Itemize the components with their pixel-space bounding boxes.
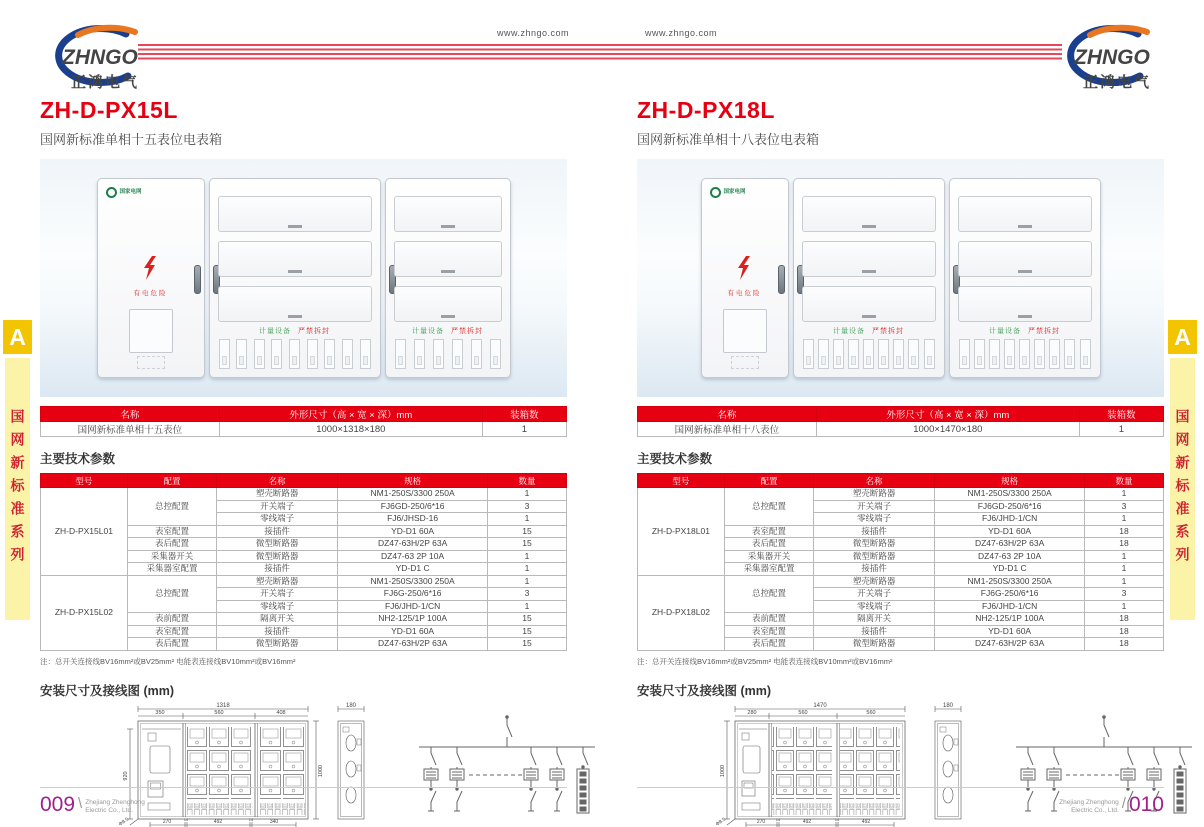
qty-cell: 1: [488, 600, 567, 613]
seal-red-text: 严禁拆封: [871, 328, 904, 335]
dim-b5: 492: [861, 818, 871, 825]
spec-cell: DZ47-63H/2P 63A: [935, 638, 1085, 651]
meter-window: [218, 286, 372, 322]
dim-b1: 270: [756, 818, 766, 825]
company-line1: Zhejiang Zhenghong: [1059, 799, 1119, 806]
meter-slot: [974, 339, 985, 369]
page-footer-left: [40, 787, 567, 815]
company-name: [1059, 799, 1119, 815]
zhngo-logo-icon: [38, 22, 153, 100]
meter-slot: [342, 339, 353, 369]
spec-cell: YD-D1 C: [338, 563, 488, 576]
meter-window: [958, 286, 1092, 322]
spec-cell: NM1-250S/3300 250A: [338, 575, 488, 588]
qty-cell: 15: [488, 638, 567, 651]
meter-slot: [236, 339, 247, 369]
param-row: [638, 575, 1164, 588]
company-line2: Electric Co., Ltd.: [1071, 806, 1119, 814]
config-cell: 表前配置: [127, 613, 216, 626]
config-cell: 表后配置: [724, 638, 813, 651]
qty-cell: 18: [1085, 625, 1164, 638]
qty-cell: 1: [1085, 488, 1164, 501]
name-cell: 隔离开关: [217, 613, 338, 626]
seal-red-text: 严禁拆封: [297, 328, 330, 335]
spec-cell: FJ6GD-250/6*16: [338, 500, 488, 513]
brand-logo-right: [1050, 22, 1165, 100]
dim-b2: 14: [775, 816, 781, 822]
params-heading: 主要技术参数: [40, 452, 116, 466]
size-table: [40, 406, 567, 437]
size-qty: 1: [1079, 422, 1163, 437]
meter-window: [802, 196, 936, 232]
spec-cell: NM1-250S/3300 250A: [338, 488, 488, 501]
name-cell: 接插件: [217, 563, 338, 576]
state-grid-label: 国家电网: [723, 189, 746, 196]
meter-slot: [848, 339, 859, 369]
dim-sec1: 350: [155, 709, 165, 716]
size-name: 国网新标准单相十五表位: [41, 422, 220, 437]
danger-label: 有电危险: [727, 290, 762, 297]
meter-slot: [414, 339, 425, 369]
company-line2: Electric Co., Ltd.: [85, 806, 133, 814]
name-cell: 微型断路器: [217, 538, 338, 551]
name-cell: 零线端子: [814, 600, 935, 613]
page-number: 009: [40, 793, 76, 816]
meter-slot: [959, 339, 970, 369]
meter-slot: [490, 339, 501, 369]
spec-cell: YD-D1 60A: [935, 625, 1085, 638]
wiring-note: 注：总开关连接线BV16mm²或BV25mm² 电能表连接线BV10mm²或BV16mm²: [40, 656, 296, 666]
qty-cell: 1: [1085, 575, 1164, 588]
meter-slot: [818, 339, 829, 369]
section-tab-series-left: 国网新标准系列: [5, 358, 30, 620]
state-grid-icon: [710, 187, 721, 198]
config-cell: 表室配置: [724, 625, 813, 638]
qty-cell: 3: [1085, 500, 1164, 513]
dim-depth: 180: [942, 702, 954, 709]
name-cell: 微型断路器: [814, 550, 935, 563]
meter-box-door: [97, 178, 205, 378]
col-spec: 规格: [935, 474, 1085, 488]
config-cell: 表室配置: [127, 525, 216, 538]
seal-red-text: 严禁拆封: [450, 328, 483, 335]
spec-cell: DZ47-63H/2P 63A: [338, 638, 488, 651]
dim-hole: Φ8.5: [714, 815, 728, 827]
qty-cell: 1: [1085, 513, 1164, 526]
dim-b5: 340: [269, 818, 279, 825]
size-col-qty: 装箱数: [1079, 407, 1163, 422]
name-cell: 零线端子: [217, 600, 338, 613]
size-col-name: 名称: [638, 407, 817, 422]
meter-slot: [1049, 339, 1060, 369]
product-photo-panel: [40, 159, 567, 397]
spec-cell: FJ6/JHD-1/CN: [935, 600, 1085, 613]
spec-cell: YD-D1 C: [935, 563, 1085, 576]
page-number: 010: [1128, 793, 1164, 816]
name-cell: 接插件: [217, 625, 338, 638]
size-row: [638, 422, 1164, 437]
dim-box-height: 1000: [318, 764, 324, 777]
meter-box-illustration: [701, 178, 1101, 378]
config-cell: 总控配置: [724, 488, 813, 526]
size-row: [41, 422, 567, 437]
meter-slot: [893, 339, 904, 369]
qty-cell: 1: [1085, 563, 1164, 576]
name-cell: 开关端子: [217, 588, 338, 601]
website-url-right: www.zhngo.com: [645, 28, 718, 38]
meter-box-door: [701, 178, 789, 378]
seal-green-text: 计量设备: [989, 328, 1022, 335]
meter-box-illustration: [97, 178, 511, 378]
dim-sec3: 560: [866, 709, 876, 716]
qty-cell: 18: [1085, 638, 1164, 651]
params-table: [40, 473, 567, 651]
meter-slot: [878, 339, 889, 369]
state-grid-label: 国家电网: [119, 189, 142, 196]
col-name: 名称: [217, 474, 338, 488]
dim-door-height: 1000: [720, 764, 726, 777]
size-name: 国网新标准单相十八表位: [638, 422, 817, 437]
product-subtitle: 国网新标准单相十八表位电表箱: [637, 132, 820, 147]
config-cell: 总控配置: [127, 575, 216, 613]
state-grid-logo: [710, 187, 780, 198]
logo-text: ZHNGO: [62, 46, 138, 69]
dim-depth: 180: [345, 702, 357, 709]
meter-window: [802, 241, 936, 277]
config-cell: 表前配置: [724, 613, 813, 626]
meter-window: [218, 196, 372, 232]
product-photo-panel: [637, 159, 1164, 397]
dim-b1: 270: [162, 818, 172, 825]
size-table: [637, 406, 1164, 437]
spec-cell: YD-D1 60A: [338, 525, 488, 538]
section-tab-letter-right: A: [1168, 320, 1197, 354]
header-stripes: [138, 44, 1062, 61]
meter-window: [802, 286, 936, 322]
meter-slot: [254, 339, 265, 369]
config-cell: 表室配置: [724, 525, 813, 538]
door-nameplate: [731, 356, 759, 369]
spec-cell: DZ47-63 2P 10A: [935, 550, 1085, 563]
model-cell: ZH-D-PX15L01: [41, 488, 128, 576]
logo-text: ZHNGO: [1074, 46, 1150, 69]
qty-cell: 3: [488, 500, 567, 513]
meter-window: [394, 196, 502, 232]
dim-sec3: 408: [276, 709, 286, 716]
company-line1: Zhejiang Zhenghong: [85, 799, 145, 806]
product-subtitle: 国网新标准单相十五表位电表箱: [40, 132, 223, 147]
meter-slot: [924, 339, 935, 369]
door-window: [723, 309, 767, 353]
door-handle: [194, 265, 201, 294]
name-cell: 微型断路器: [814, 538, 935, 551]
config-cell: 采集器开关: [127, 550, 216, 563]
page-px15l: [40, 97, 567, 827]
qty-cell: 1: [488, 563, 567, 576]
qty-cell: 15: [488, 613, 567, 626]
params-heading: 主要技术参数: [637, 452, 713, 466]
name-cell: 接插件: [814, 525, 935, 538]
dim-hole: Φ8.5: [117, 815, 131, 827]
door-nameplate: [137, 356, 165, 369]
meter-slot: [1034, 339, 1045, 369]
qty-cell: 18: [1085, 613, 1164, 626]
name-cell: 塑壳断路器: [217, 488, 338, 501]
seal-label: [958, 326, 1092, 336]
meter-slot: [833, 339, 844, 369]
product-title: ZH-D-PX18L: [637, 97, 775, 123]
spec-cell: DZ47-63H/2P 63A: [338, 538, 488, 551]
meter-slot: [395, 339, 406, 369]
name-cell: 微型断路器: [814, 638, 935, 651]
config-cell: 总控配置: [127, 488, 216, 526]
product-title: ZH-D-PX15L: [40, 97, 178, 123]
config-cell: 采集器室配置: [127, 563, 216, 576]
breaker-slot-row: [958, 339, 1092, 369]
config-cell: 表后配置: [724, 538, 813, 551]
meter-slot: [471, 339, 482, 369]
install-heading: 安装尺寸及接线图 (mm): [637, 683, 772, 698]
meter-panel-right: [385, 178, 511, 378]
qty-cell: 3: [1085, 588, 1164, 601]
spec-cell: FJ6/JHD-1/CN: [338, 600, 488, 613]
meter-slot: [803, 339, 814, 369]
lightning-icon: [710, 256, 780, 285]
name-cell: 塑壳断路器: [814, 488, 935, 501]
config-cell: 总控配置: [724, 575, 813, 613]
model-cell: ZH-D-PX18L01: [638, 488, 725, 576]
name-cell: 接插件: [814, 563, 935, 576]
col-spec: 规格: [338, 474, 488, 488]
model-cell: ZH-D-PX15L02: [41, 575, 128, 650]
breaker-slot-row: [802, 339, 936, 369]
meter-slot: [1004, 339, 1015, 369]
wiring-note: 注：总开关连接线BV16mm²或BV25mm² 电能表连接线BV10mm²或BV16mm²: [637, 656, 893, 666]
qty-cell: 15: [488, 538, 567, 551]
qty-cell: 3: [488, 588, 567, 601]
name-cell: 开关端子: [814, 588, 935, 601]
name-cell: 塑壳断路器: [217, 575, 338, 588]
meter-slot: [307, 339, 318, 369]
spec-cell: NH2-125/1P 100A: [935, 613, 1085, 626]
spec-cell: NM1-250S/3300 250A: [935, 575, 1085, 588]
breaker-slot-row: [394, 339, 502, 369]
seal-label: [394, 326, 502, 336]
dim-total: 1318: [216, 702, 230, 709]
size-col-dims: 外形尺寸（高 × 宽 × 深）mm: [219, 407, 482, 422]
col-config: 配置: [724, 474, 813, 488]
name-cell: 开关端子: [217, 500, 338, 513]
state-grid-logo: [106, 187, 196, 198]
name-cell: 塑壳断路器: [814, 575, 935, 588]
col-config: 配置: [127, 474, 216, 488]
spec-cell: FJ6GD-250/6*16: [935, 500, 1085, 513]
param-row: [41, 488, 567, 501]
meter-window: [958, 241, 1092, 277]
meter-slot: [219, 339, 230, 369]
seal-green-text: 计量设备: [412, 328, 445, 335]
meter-slot: [433, 339, 444, 369]
breaker-slot-row: [218, 339, 372, 369]
qty-cell: 18: [1085, 538, 1164, 551]
qty-cell: 1: [1085, 600, 1164, 613]
dim-sec2: 560: [798, 709, 808, 716]
dim-b3: 492: [213, 818, 223, 825]
size-dims: 1000×1318×180: [219, 422, 482, 437]
col-qty: 数量: [1085, 474, 1164, 488]
lightning-icon: [106, 256, 196, 285]
meter-slot: [1064, 339, 1075, 369]
dim-door-height: 920: [123, 770, 129, 781]
spec-cell: FJ6G-250/6*16: [338, 588, 488, 601]
meter-slot: [452, 339, 463, 369]
page-px18l: [637, 97, 1164, 827]
brand-logo-left: [38, 22, 153, 100]
dim-total: 1470: [813, 702, 827, 709]
size-col-qty: 装箱数: [482, 407, 566, 422]
dim-sec2: 560: [214, 709, 224, 716]
footer-separator: /: [1121, 795, 1126, 812]
qty-cell: 1: [488, 488, 567, 501]
meter-panel-right: [949, 178, 1101, 378]
seal-red-text: 严禁拆封: [1027, 328, 1060, 335]
config-cell: 表室配置: [127, 625, 216, 638]
config-cell: 表后配置: [127, 538, 216, 551]
meter-panel-middle: [209, 178, 381, 378]
spec-cell: FJ6/JHD-1/CN: [935, 513, 1085, 526]
dim-b4: 14: [248, 816, 254, 822]
qty-cell: 1: [488, 550, 567, 563]
qty-cell: 1: [1085, 550, 1164, 563]
config-cell: 表后配置: [127, 638, 216, 651]
state-grid-icon: [106, 187, 117, 198]
col-qty: 数量: [488, 474, 567, 488]
spec-cell: DZ47-63 2P 10A: [338, 550, 488, 563]
logo-subtext: 正鸿电气: [71, 74, 140, 91]
name-cell: 零线端子: [217, 513, 338, 526]
size-dims: 1000×1470×180: [816, 422, 1079, 437]
meter-slot: [1019, 339, 1030, 369]
spec-cell: FJ6/JHSD-16: [338, 513, 488, 526]
seal-green-text: 计量设备: [259, 328, 292, 335]
section-tab-letter-left: A: [3, 320, 32, 354]
name-cell: 隔离开关: [814, 613, 935, 626]
meter-window: [218, 241, 372, 277]
danger-label: 有电危险: [133, 290, 168, 297]
name-cell: 接插件: [217, 525, 338, 538]
qty-cell: 1: [488, 513, 567, 526]
qty-cell: 18: [1085, 525, 1164, 538]
qty-cell: 1: [488, 575, 567, 588]
dim-b4: 14: [834, 816, 840, 822]
col-model: 型号: [41, 474, 128, 488]
door-handle: [778, 265, 785, 294]
meter-window: [394, 286, 502, 322]
spec-cell: NM1-250S/3300 250A: [935, 488, 1085, 501]
name-cell: 接插件: [814, 625, 935, 638]
logo-subtext: 正鸿电气: [1083, 74, 1152, 91]
company-name: [85, 799, 145, 815]
meter-slot: [1080, 339, 1091, 369]
param-row: [638, 488, 1164, 501]
model-cell: ZH-D-PX18L02: [638, 575, 725, 650]
dim-b2: 14: [183, 816, 189, 822]
name-cell: 零线端子: [814, 513, 935, 526]
spec-cell: DZ47-63H/2P 63A: [935, 538, 1085, 551]
params-table: [637, 473, 1164, 651]
section-tab-series-right: 国网新标准系列: [1170, 358, 1195, 620]
param-row: [41, 575, 567, 588]
seal-label: [802, 326, 936, 336]
footer-separator: \: [78, 795, 83, 812]
config-cell: 采集器室配置: [724, 563, 813, 576]
meter-slot: [324, 339, 335, 369]
col-model: 型号: [638, 474, 725, 488]
door-window: [129, 309, 173, 353]
meter-slot: [271, 339, 282, 369]
meter-slot: [989, 339, 1000, 369]
size-col-name: 名称: [41, 407, 220, 422]
size-col-dims: 外形尺寸（高 × 宽 × 深）mm: [816, 407, 1079, 422]
website-url-left: www.zhngo.com: [497, 28, 570, 38]
dim-b3: 492: [802, 818, 812, 825]
name-cell: 微型断路器: [217, 638, 338, 651]
spec-cell: YD-D1 60A: [338, 625, 488, 638]
meter-slot: [908, 339, 919, 369]
meter-panel-middle: [793, 178, 945, 378]
qty-cell: 15: [488, 525, 567, 538]
spec-cell: FJ6G-250/6*16: [935, 588, 1085, 601]
zhngo-logo-icon: [1050, 22, 1165, 100]
name-cell: 开关端子: [814, 500, 935, 513]
install-heading: 安装尺寸及接线图 (mm): [40, 683, 175, 698]
seal-green-text: 计量设备: [833, 328, 866, 335]
size-qty: 1: [482, 422, 566, 437]
meter-window: [394, 241, 502, 277]
qty-cell: 15: [488, 625, 567, 638]
page-footer-right: [637, 787, 1164, 815]
meter-slot: [863, 339, 874, 369]
spec-cell: YD-D1 60A: [935, 525, 1085, 538]
meter-window: [958, 196, 1092, 232]
name-cell: 微型断路器: [217, 550, 338, 563]
meter-slot: [289, 339, 300, 369]
spec-cell: NH2-125/1P 100A: [338, 613, 488, 626]
col-name: 名称: [814, 474, 935, 488]
meter-slot: [360, 339, 371, 369]
seal-label: [218, 326, 372, 336]
dim-sec1: 280: [747, 709, 757, 716]
config-cell: 采集器开关: [724, 550, 813, 563]
